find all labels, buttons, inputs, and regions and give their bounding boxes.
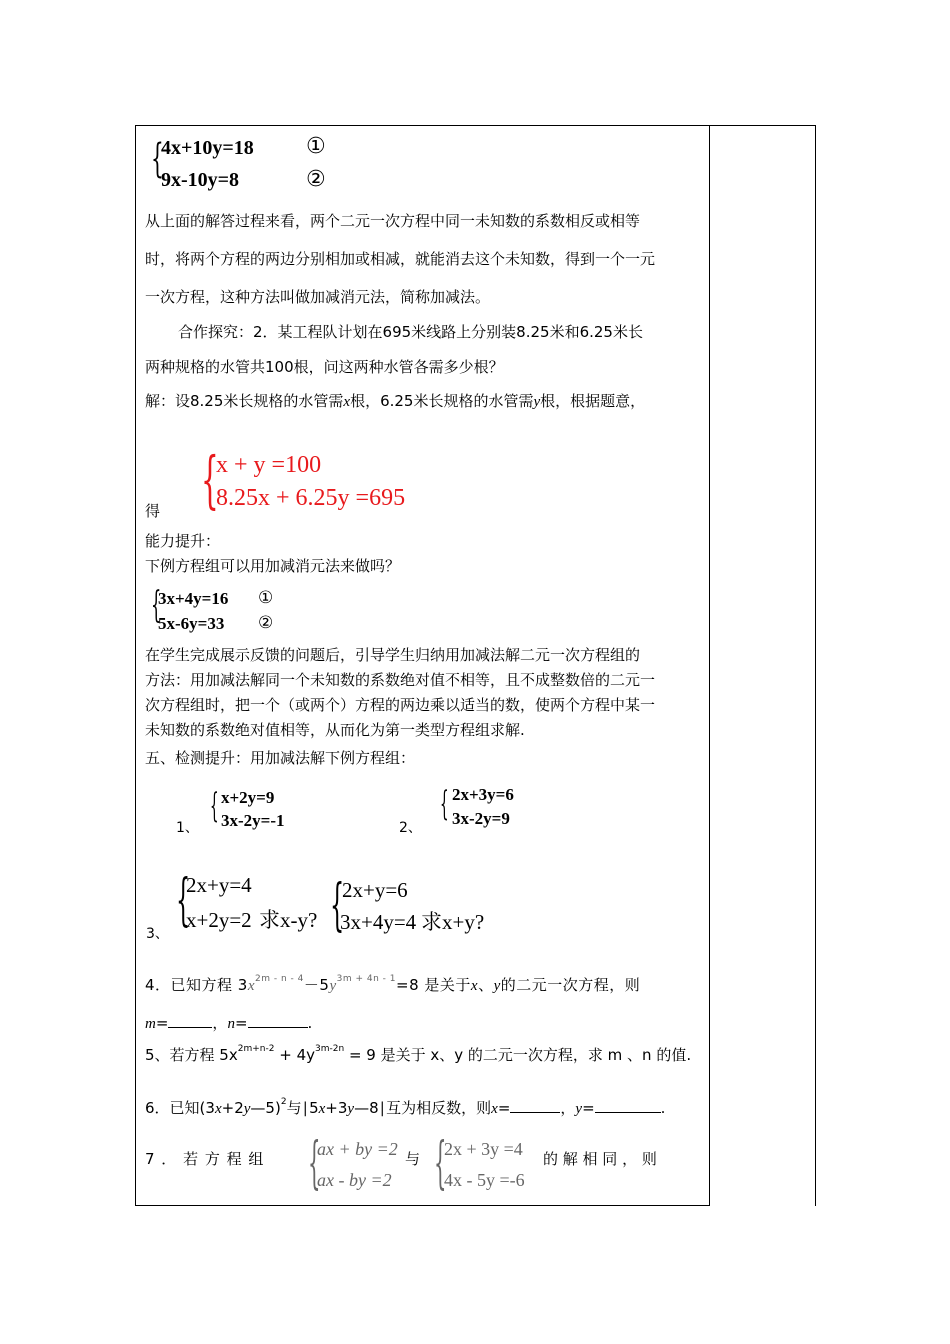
answer-blank-m[interactable]	[168, 1013, 212, 1028]
equation-1: 3x+4y=16	[158, 589, 229, 608]
solution-text: 根，根据题意，	[540, 392, 646, 410]
paragraph-line: 在学生完成展示反馈的问题后，引导学生归纳用加减法解二元一次方程组的	[145, 646, 641, 664]
q6-text: +3	[325, 1099, 348, 1117]
q6-text: ∣互为相反数，则	[378, 1099, 492, 1117]
q4-text: 4．已知方程 3	[145, 976, 248, 994]
q6-text: =	[497, 1099, 511, 1117]
q6-text: +2	[221, 1099, 244, 1117]
table-top-border	[135, 125, 816, 126]
y-exponent: 3m + 4n - 1	[336, 974, 397, 984]
paragraph-line: 未知数的系数绝对值相等，从而化为第一类型方程组求解.	[145, 721, 525, 739]
brace: {	[151, 585, 162, 626]
brace: {	[308, 1131, 321, 1196]
solution-line	[145, 391, 645, 412]
equation-1: 2x+y=4	[186, 873, 252, 897]
equation-2: 4x - 5y =-6	[444, 1170, 525, 1190]
q6-text: =	[582, 1099, 595, 1117]
q4-text: =	[155, 1014, 169, 1032]
equation-2: 3x-2y=-1	[221, 811, 285, 830]
brace: {	[176, 868, 191, 933]
paragraph-line: 方法：用加减法解同一个未知数的系数绝对值不相等，且不成整数倍的二元一	[145, 671, 656, 689]
de-label: 得	[145, 502, 161, 520]
paragraph-line: 次方程组时，把一个（或两个）方程的两边乘以适当的数，使两个方程中某一	[145, 696, 656, 714]
ability-question: 下例方程组可以用加减消元法来做吗？	[145, 557, 401, 575]
q4-text: =8 是关于	[396, 976, 471, 994]
equation-2: 5x-6y=33	[158, 614, 225, 633]
var-y: y	[329, 978, 337, 994]
marker-2: ②	[306, 167, 326, 192]
var-x: x	[470, 978, 479, 994]
equation-1: x+2y=9	[221, 788, 275, 807]
equation-2: 3x-2y=9	[452, 809, 510, 828]
answer-blank-n[interactable]	[248, 1013, 308, 1028]
q4-text: =	[234, 1014, 248, 1032]
q4-text: 、	[478, 976, 494, 994]
q4-text: .	[307, 1014, 313, 1032]
brace: {	[210, 786, 219, 826]
equation-2: 3x+4y=4	[340, 910, 417, 934]
q5-text: 5、若方程 5x	[145, 1046, 238, 1064]
brace: {	[201, 443, 219, 516]
marker-1: ①	[258, 588, 274, 608]
brace: {	[330, 873, 345, 938]
q4-text: ，	[212, 1014, 228, 1032]
q7-text: 的 解 相 同 ， 则	[543, 1150, 657, 1168]
answer-blank-y[interactable]	[595, 1098, 661, 1113]
var-x: x	[247, 978, 256, 994]
equation-2: x+2y=2	[186, 908, 252, 932]
x-exponent: 2m - n - 4	[255, 974, 304, 984]
table-bottom-border	[135, 1205, 710, 1206]
var-y: y	[575, 1101, 583, 1117]
q5-text: = 9 是关于 x、y 的二元一次方程，求 m 、n 的值.	[348, 1046, 692, 1064]
var-y: y	[243, 1101, 251, 1117]
paragraph-line: 从上面的解答过程来看，两个二元一次方程中同一未知数的系数相反或相等	[145, 212, 641, 230]
var-m: m	[145, 1016, 156, 1032]
section-title: 五、检测提升：用加减法解下例方程组：	[145, 749, 416, 767]
q6-text: —8	[354, 1099, 379, 1117]
cooperation-line: 两种规格的水管共100根，问这两种水管各需多少根？	[145, 358, 504, 376]
paragraph-line: 时，将两个方程的两边分别相加或相减，就能消去这个未知数，得到一个一元	[145, 250, 656, 268]
q6-text: —5)	[250, 1099, 281, 1117]
cooperation-line: 合作探究：2．某工程队计划在695米线路上分别装8.25米和6.25米长	[178, 323, 643, 341]
q5-text: + 4y	[279, 1046, 315, 1064]
q6-text: .	[660, 1099, 666, 1117]
q4-text: 的二元一次方程，则	[500, 976, 641, 994]
square-exponent: 2	[280, 1097, 287, 1107]
problem-label: 1、	[176, 820, 199, 836]
table-left-border	[135, 125, 136, 1206]
equation-1: 2x + 3y =4	[444, 1139, 523, 1159]
answer-blank-x[interactable]	[510, 1098, 560, 1113]
q6-text: ∣5	[301, 1099, 319, 1117]
var-y: y	[533, 394, 541, 410]
equation-2: 9x-10y=8	[161, 169, 240, 191]
var-y: y	[347, 1101, 355, 1117]
equation-1: 2x+y=6	[342, 878, 408, 902]
y-exponent: 3m-2n	[315, 1044, 345, 1054]
table-right-border	[815, 125, 816, 1206]
equation-1: ax + by =2	[317, 1139, 398, 1159]
var-x: x	[214, 1101, 222, 1117]
brace: {	[440, 784, 449, 824]
paragraph-line: 一次方程，这种方法叫做加减消元法，简称加减法。	[145, 288, 491, 306]
question-6	[145, 1098, 665, 1119]
solution-text: 根，6.25米长规格的水管需	[350, 392, 534, 410]
equation-1: 2x+3y=6	[452, 785, 514, 804]
var-n: n	[227, 1016, 235, 1032]
marker-1: ①	[306, 134, 326, 159]
var-y: y	[493, 978, 501, 994]
marker-2: ②	[258, 613, 274, 633]
q6-text: 6．已知(3	[145, 1099, 215, 1117]
equation-2: ax - by =2	[317, 1170, 392, 1190]
x-exponent: 2m+n-2	[237, 1044, 275, 1054]
question-4	[145, 975, 640, 996]
problem-label: 3、	[146, 926, 169, 942]
var-x: x	[318, 1101, 326, 1117]
q7-text: 与	[405, 1150, 421, 1168]
table-column-divider	[709, 125, 710, 1206]
q6-text: ，	[560, 1099, 576, 1117]
equation-1: 4x+10y=18	[161, 137, 254, 159]
equation-2: 8.25x + 6.25y =695	[216, 485, 406, 511]
brace: {	[434, 1131, 447, 1196]
q7-text: 7 ． 若 方 程 组	[145, 1150, 264, 1168]
var-x: x	[491, 1101, 498, 1117]
var-x: x	[343, 394, 351, 410]
problem-label: 2、	[399, 820, 422, 836]
solution-text: 解：设8.25米长规格的水管需	[145, 392, 344, 410]
question-5	[145, 1045, 691, 1065]
brace: {	[151, 136, 164, 182]
q6-text: 与	[286, 1099, 302, 1117]
question-4-answer	[145, 1013, 312, 1034]
equation-1: x + y =100	[216, 452, 322, 478]
ability-title: 能力提升：	[145, 532, 221, 550]
ask: 求x-y?	[259, 908, 318, 932]
q4-text: －5	[303, 976, 330, 994]
ask: 求x+y?	[421, 910, 485, 934]
